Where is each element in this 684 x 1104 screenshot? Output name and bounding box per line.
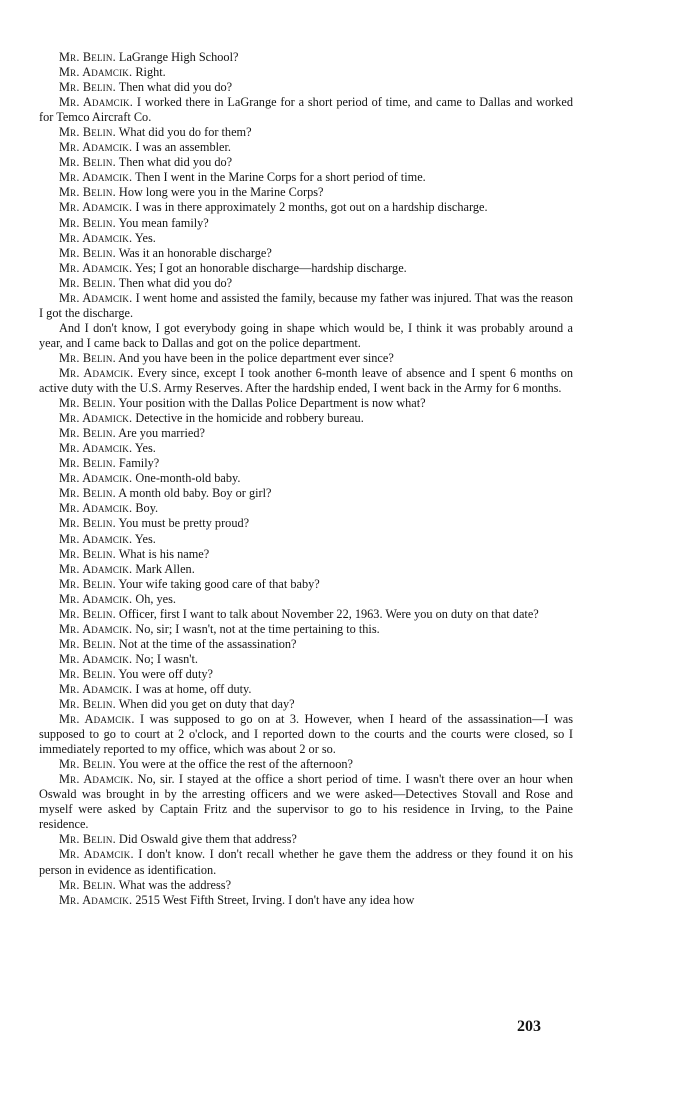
speaker-label: Mr. Belin. — [59, 877, 116, 892]
transcript-paragraph — [39, 216, 573, 231]
speaker-label: Mr. Belin. — [59, 757, 116, 772]
paragraph-text: I went home and assisted the family, because my father was injured. That was the reason I got the discharge. — [39, 290, 574, 320]
paragraph-text: Your position with the Dallas Police Department is now what? — [115, 396, 426, 411]
speaker-label: Mr. Adamcik. — [59, 561, 133, 576]
paragraph-text: Then what did you do? — [115, 80, 233, 95]
paragraph-text: Was it an honorable discharge? — [115, 245, 272, 260]
speaker-label: Mr. Belin. — [59, 697, 116, 712]
speaker-label: Mr. Adamcik. — [59, 65, 133, 80]
transcript-paragraph — [39, 246, 573, 261]
paragraph-text: When did you get on duty that day? — [115, 697, 295, 712]
transcript-paragraph — [39, 170, 573, 185]
transcript-paragraph — [39, 125, 573, 140]
paragraph-text: Yes; I got an honorable discharge—hardship discharge. — [132, 260, 407, 275]
transcript-paragraph — [39, 366, 573, 396]
transcript-paragraph — [39, 411, 573, 426]
transcript-paragraph — [39, 772, 573, 832]
speaker-label: Mr. Belin. — [59, 832, 116, 847]
speaker-label: Mr. Belin. — [59, 636, 116, 651]
paragraph-text: Did Oswald give them that address? — [115, 832, 297, 847]
paragraph-text: I was in there approximately 2 months, got out on a hardship discharge. — [132, 200, 488, 215]
speaker-label: Mr. Belin. — [59, 125, 116, 140]
speaker-label: Mr. Adamcik. — [59, 441, 133, 456]
paragraph-text: You mean family? — [115, 215, 209, 230]
transcript-paragraph — [39, 200, 573, 215]
paragraph-text: And I don't know, I got everybody going in shape which would be, I think it was probably around a year, and I came back to Dallas and got on the police department. — [39, 320, 573, 350]
transcript-paragraph — [39, 80, 573, 95]
speaker-label: Mr. Adamcik. — [59, 681, 133, 696]
speaker-label: Mr. Adamcik. — [59, 95, 134, 110]
paragraph-text: A month old baby. Boy or girl? — [115, 486, 272, 501]
transcript-paragraph — [39, 532, 573, 547]
paragraph-text: I worked there in LaGrange for a short period of time, and came to Dallas and worked for Temco Aircraft Co. — [39, 95, 573, 125]
speaker-label: Mr. Adamcik. — [59, 712, 135, 727]
transcript-paragraph — [39, 577, 573, 592]
speaker-label: Mr. Belin. — [59, 666, 116, 681]
transcript-paragraph — [39, 547, 573, 562]
transcript-paragraph — [39, 622, 573, 637]
transcript-paragraph — [39, 652, 573, 667]
transcript-paragraph — [39, 712, 573, 757]
paragraph-text: I was supposed to go on at 3. However, when I heard of the assassination—I was supposed to go to court at 2 o'clock, and I reported down to the courts and the courts were closed, so I immediately reported to my office, which was about 2 or so. — [39, 712, 573, 757]
transcript-paragraph — [39, 155, 573, 170]
speaker-label: Mr. Belin. — [59, 80, 116, 95]
speaker-label: Mr. Adamcik. — [59, 621, 133, 636]
paragraph-text: Then what did you do? — [115, 155, 233, 170]
speaker-label: Mr. Belin. — [59, 155, 116, 170]
speaker-label: Mr. Adamcik. — [59, 847, 134, 862]
paragraph-text: Are you married? — [115, 426, 205, 441]
transcript-paragraph — [39, 697, 573, 712]
transcript-paragraph — [39, 185, 573, 200]
transcript-paragraph — [39, 592, 573, 607]
speaker-label: Mr. Belin. — [59, 426, 116, 441]
transcript-paragraph — [39, 757, 573, 772]
transcript-paragraph — [39, 351, 573, 366]
paragraph-text: You were off duty? — [115, 666, 213, 681]
paragraph-text: I was at home, off duty. — [132, 681, 252, 696]
speaker-label: Mr. Belin. — [59, 396, 116, 411]
transcript-paragraph — [39, 878, 573, 893]
paragraph-text: How long were you in the Marine Corps? — [115, 185, 324, 200]
paragraph-text: Boy. — [132, 501, 159, 516]
paragraph-text: Officer, first I want to talk about November 22, 1963. Were you on duty on that date? — [115, 606, 539, 621]
transcript-paragraph — [39, 50, 573, 65]
transcript-paragraph — [39, 667, 573, 682]
transcript-paragraph — [39, 95, 573, 125]
speaker-label: Mr. Belin. — [59, 516, 116, 531]
speaker-label: Mr. Belin. — [59, 350, 116, 365]
transcript-paragraph — [39, 276, 573, 291]
speaker-label: Mr. Adamcik. — [59, 471, 133, 486]
paragraph-text: And you have been in the police department ever since? — [115, 350, 394, 365]
speaker-label: Mr. Adamcik. — [59, 591, 133, 606]
paragraph-text: Oh, yes. — [132, 591, 176, 606]
speaker-label: Mr. Adamcik. — [59, 170, 133, 185]
paragraph-text: Family? — [115, 456, 160, 471]
transcript-paragraph — [39, 501, 573, 516]
paragraph-text: Yes. — [132, 531, 156, 546]
transcript-paragraph — [39, 140, 573, 155]
speaker-label: Mr. Adamcik. — [59, 892, 133, 907]
speaker-label: Mr. Adamcik. — [59, 290, 133, 305]
transcript-paragraph — [39, 516, 573, 531]
paragraph-text: Then I went in the Marine Corps for a short period of time. — [132, 170, 426, 185]
speaker-label: Mr. Adamcik. — [59, 365, 134, 380]
paragraph-text: Mark Allen. — [132, 561, 195, 576]
paragraph-text: What did you do for them? — [115, 125, 252, 140]
paragraph-text: One-month-old baby. — [132, 471, 241, 486]
speaker-label: Mr. Adamcik. — [59, 140, 133, 155]
transcript-paragraph — [39, 486, 573, 501]
speaker-label: Mr. Adamcik. — [59, 531, 133, 546]
speaker-label: Mr. Belin. — [59, 185, 116, 200]
speaker-label: Mr. Adamick. — [59, 411, 133, 426]
paragraph-text: No; I wasn't. — [132, 651, 199, 666]
transcript-paragraph — [39, 456, 573, 471]
paragraph-text: Yes. — [132, 230, 156, 245]
speaker-label: Mr. Adamcik. — [59, 772, 134, 787]
transcript-body — [39, 50, 573, 908]
transcript-paragraph — [39, 893, 573, 908]
transcript-paragraph — [39, 291, 573, 321]
speaker-label: Mr. Belin. — [59, 486, 116, 501]
transcript-paragraph — [39, 847, 573, 877]
transcript-paragraph — [39, 682, 573, 697]
paragraph-text: Your wife taking good care of that baby? — [115, 576, 320, 591]
paragraph-text: You must be pretty proud? — [115, 516, 250, 531]
paragraph-text: Right. — [132, 65, 166, 80]
transcript-paragraph — [39, 637, 573, 652]
paragraph-text: No, sir; I wasn't, not at the time pertaining to this. — [132, 621, 380, 636]
paragraph-text: Then what did you do? — [115, 275, 233, 290]
speaker-label: Mr. Adamcik. — [59, 651, 133, 666]
paragraph-text: You were at the office the rest of the afternoon? — [115, 757, 353, 772]
paragraph-text: 2515 West Fifth Street, Irving. I don't have any idea how — [132, 892, 415, 907]
paragraph-text: Every since, except I took another 6-month leave of absence and I spent 6 months on active duty with the U.S. Army Reserves. After the hardship ended, I went back in the Army for 6 months. — [39, 365, 573, 396]
speaker-label: Mr. Adamcik. — [59, 230, 133, 245]
paragraph-text: I was an assembler. — [132, 140, 231, 155]
transcript-paragraph — [39, 441, 573, 456]
paragraph-text: Yes. — [132, 441, 156, 456]
transcript-paragraph — [39, 321, 573, 351]
paragraph-text: I don't know. I don't recall whether he gave them the address or they found it on his person in evidence as identification. — [39, 847, 573, 877]
speaker-label: Mr. Adamcik. — [59, 260, 133, 275]
speaker-label: Mr. Belin. — [59, 456, 116, 471]
paragraph-text: What was the address? — [115, 877, 232, 892]
speaker-label: Mr. Adamcik. — [59, 501, 133, 516]
paragraph-text: LaGrange High School? — [115, 50, 239, 64]
transcript-paragraph — [39, 562, 573, 577]
transcript-paragraph — [39, 261, 573, 276]
speaker-label: Mr. Belin. — [59, 606, 116, 621]
page-number: 203 — [517, 1018, 541, 1035]
paragraph-text: What is his name? — [115, 546, 210, 561]
transcript-paragraph — [39, 471, 573, 486]
paragraph-text: No, sir. I stayed at the office a short period of time. I wasn't there over an hour when Oswald was brought in by the arresting officers and we were asked—Detectives Stovall and Rose and myself were asked by Captain Fritz and the supervisor to go to his residence in Irving, to the Paine residence. — [39, 772, 573, 832]
transcript-paragraph — [39, 426, 573, 441]
speaker-label: Mr. Belin. — [59, 245, 116, 260]
speaker-label: Mr. Adamcik. — [59, 200, 133, 215]
transcript-paragraph — [39, 832, 573, 847]
transcript-paragraph — [39, 396, 573, 411]
speaker-label: Mr. Belin. — [59, 546, 116, 561]
speaker-label: Mr. Belin. — [59, 275, 116, 290]
transcript-paragraph — [39, 607, 573, 622]
speaker-label: Mr. Belin. — [59, 576, 116, 591]
speaker-label: Mr. Belin. — [59, 50, 116, 64]
transcript-paragraph — [39, 65, 573, 80]
paragraph-text: Not at the time of the assassination? — [115, 636, 297, 651]
paragraph-text: Detective in the homicide and robbery bureau. — [132, 411, 364, 426]
transcript-paragraph — [39, 231, 573, 246]
speaker-label: Mr. Belin. — [59, 215, 116, 230]
